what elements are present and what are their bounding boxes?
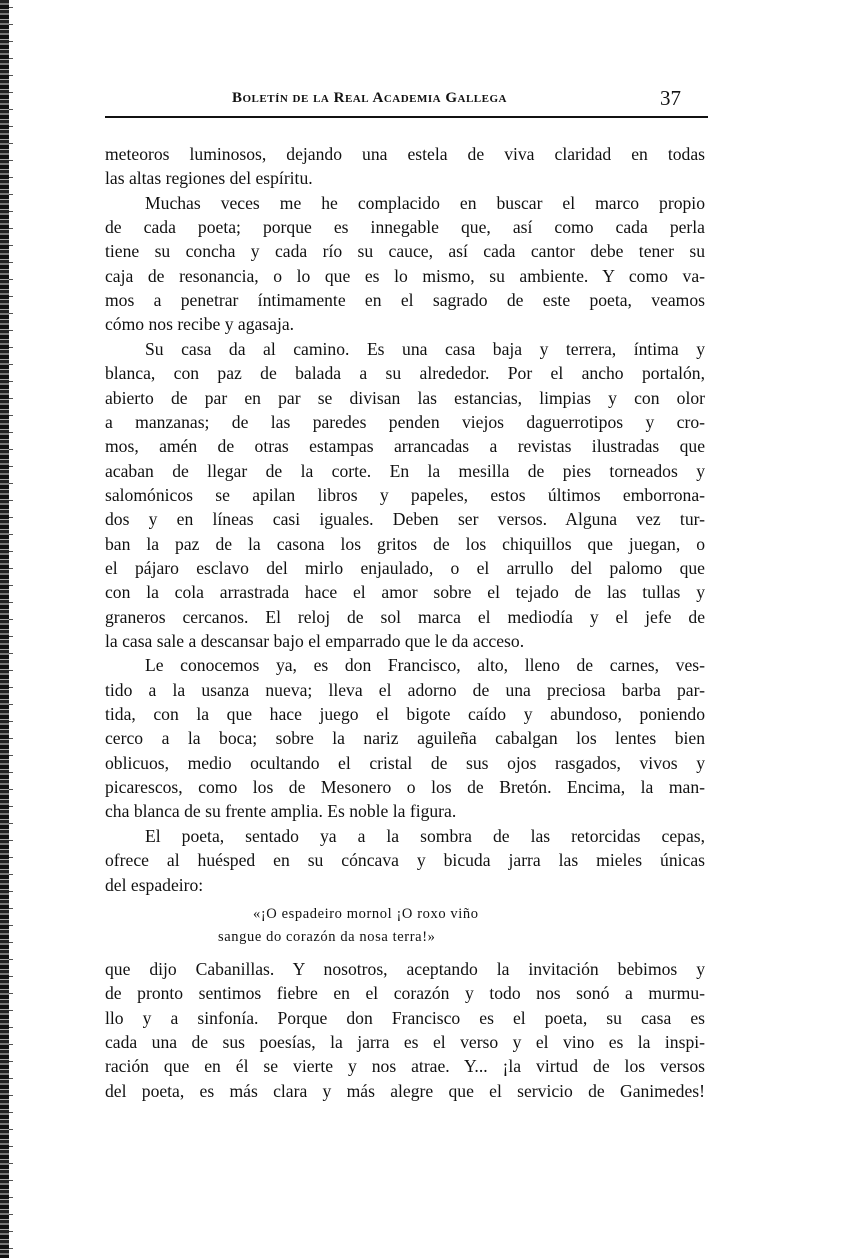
verse-line: «¡O espadeiro mornol ¡O roxo viño (253, 906, 479, 922)
text-line: cómo nos recibe y agasaja. (105, 314, 295, 335)
scan-edge-artifact (0, 0, 9, 1258)
text-line: salomónicos se apilan libros y papeles, estos últimos emborrona- (105, 484, 705, 505)
text-line: acaban de llegar de la corte. En la mesilla de pies torneados y (105, 460, 705, 481)
text-line: graneros cercanos. El reloj de sol marca el mediodía y el jefe de (105, 606, 705, 627)
text-line: tido a la usanza nueva; lleva el adorno de una preciosa barba par- (105, 679, 705, 700)
text-line: dos y en líneas casi iguales. Deben ser versos. Alguna vez tur- (105, 509, 705, 530)
text-line: a manzanas; de las paredes penden viejos daguerrotipos y cro- (105, 411, 705, 432)
text-line: ofrece al huésped en su cóncava y bicuda jarra las mieles únicas (105, 850, 705, 871)
text-line: las altas regiones del espíritu. (105, 168, 313, 189)
text-line: ración que en él se vierte y nos atrae. Y... ¡la virtud de los versos (105, 1056, 705, 1077)
text-line: tida, con la que hace juego el bigote caído y abundoso, poniendo (105, 704, 705, 725)
text-line: llo y a sinfonía. Porque don Francisco es el poeta, su casa es (105, 1007, 705, 1028)
journal-title: Boletín de la Real Academia Gallega (232, 90, 507, 106)
text-line: abierto de par en par se divisan las estancias, limpias y con olor (105, 387, 705, 408)
text-line: con la cola arrastrada hace el amor sobre el tejado de las tullas y (105, 582, 705, 603)
text-line: del poeta, es más clara y más alegre que el servicio de Ganimedes! (105, 1080, 705, 1101)
text-line: oblicuos, medio ocultando el cristal de sus ojos rasgados, vivos y (105, 752, 705, 773)
text-line: tiene su concha y cada río su cauce, así cada cantor debe tener su (105, 241, 705, 262)
text-line: que dijo Cabanillas. Y nosotros, aceptando la invitación bebimos y (105, 959, 705, 979)
text-line: cerco a la boca; sobre la nariz aguileña cabalgan los lentes bien (105, 728, 705, 749)
text-line: la casa sale a descansar bajo el emparrado que le da acceso. (105, 631, 525, 651)
running-header (105, 86, 705, 116)
text-line: El poeta, sentado ya a la sombra de las retorcidas cepas, (145, 825, 705, 846)
header-rule (105, 116, 708, 118)
text-line: Le conocemos ya, es don Francisco, alto, lleno de carnes, ves- (145, 655, 705, 676)
text-line: meteoros luminosos, dejando una estela de viva claridad en todas (105, 144, 705, 164)
text-line: mos a penetrar íntimamente en el sagrado de este poeta, veamos (105, 290, 705, 311)
text-line: Muchas veces me he complacido en buscar el marco propio (145, 192, 705, 213)
text-line: de pronto sentimos fiebre en el corazón y todo nos sonó a murmu- (105, 983, 705, 1004)
text-line: de cada poeta; porque es innegable que, así como cada perla (105, 217, 705, 238)
text-line: mos, amén de otras estampas arrancadas a revistas ilustradas que (105, 436, 705, 457)
text-line: caja de resonancia, o lo que es lo mismo, su ambiente. Y como va- (105, 265, 705, 286)
page-number: 37 (660, 86, 681, 110)
text-line: cha blanca de su frente amplia. Es noble la figura. (105, 801, 457, 822)
text-line: blanca, con paz de balada a su alrededor. Por el ancho portalón, (105, 363, 705, 384)
scan-edge-artifact (9, 0, 13, 1258)
text-line: el pájaro esclavo del mirlo enjaulado, o el arrullo del palomo que (105, 557, 705, 578)
verse-line: sangue do corazón da nosa terra!» (218, 929, 436, 945)
text-line: del espadeiro: (105, 874, 204, 895)
text-line: cada una de sus poesías, la jarra es el verso y el vino es la inspi- (105, 1032, 705, 1053)
text-line: picarescos, como los de Mesonero o los de Bretón. Encima, la man- (105, 777, 705, 798)
text-line: Su casa da al camino. Es una casa baja y terrera, íntima y (145, 338, 705, 359)
text-line: ban la paz de la casona los gritos de los chiquillos que juegan, o (105, 533, 705, 554)
